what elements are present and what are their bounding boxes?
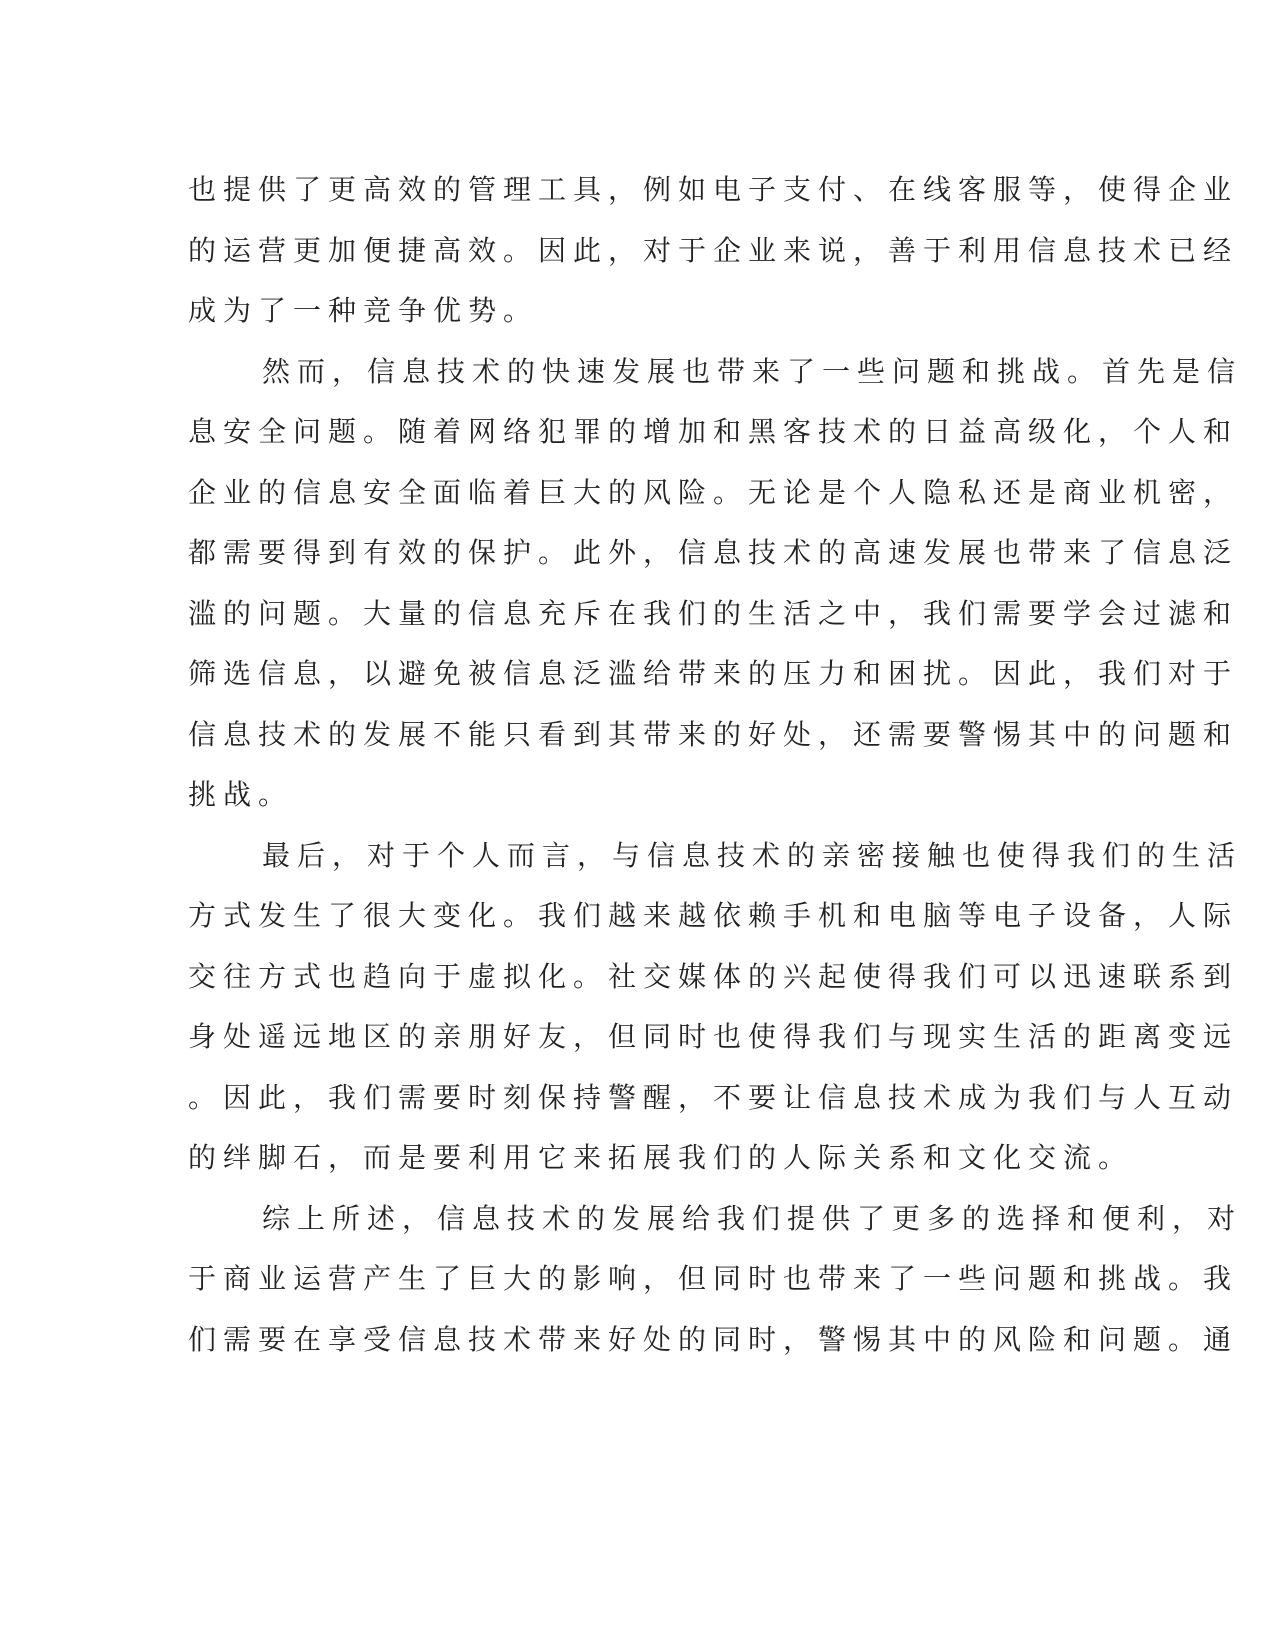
text-line: 的运营更加便捷高效。因此，对于企业来说，善于利用信息技术已经: [188, 233, 1239, 267]
text-line: 方式发生了很大变化。我们越来越依赖手机和电脑等电子设备，人际: [188, 899, 1239, 932]
paragraph-start-line: 综上所述，信息技术的发展给我们提供了更多的选择和便利，对: [262, 1201, 1243, 1235]
text-line: 滥的问题。大量的信息充斥在我们的生活之中，我们需要学会过滤和: [188, 596, 1239, 630]
text-line: 交往方式也趋向于虚拟化。社交媒体的兴起使得我们可以迅速联系到: [188, 959, 1239, 993]
text-line: 都需要得到有效的保护。此外，信息技术的高速发展也带来了信息泛: [188, 536, 1239, 569]
text-line: 成为了一种竞争优势。: [188, 294, 539, 327]
text-line: 。因此，我们需要时刻保持警醒，不要让信息技术成为我们与人互动: [188, 1080, 1239, 1114]
text-line: 挑战。: [188, 778, 294, 811]
text-line: 信息技术的发展不能只看到其带来的好处，还需要警惕其中的问题和: [188, 717, 1239, 751]
paragraph-start-line: 最后，对于个人而言，与信息技术的亲密接触也使得我们的生活: [262, 838, 1243, 872]
text-line: 也提供了更高效的管理工具，例如电子支付、在线客服等，使得企业: [188, 173, 1239, 206]
text-line: 身处遥远地区的亲朋好友，但同时也使得我们与现实生活的距离变远: [188, 1020, 1239, 1053]
text-line: 们需要在享受信息技术带来好处的同时，警惕其中的风险和问题。通: [188, 1322, 1239, 1356]
text-line: 的绊脚石，而是要利用它来拓展我们的人际关系和文化交流。: [188, 1141, 1134, 1174]
text-line: 息安全问题。随着网络犯罪的增加和黑客技术的日益高级化，个人和: [188, 415, 1239, 448]
text-line: 于商业运营产生了巨大的影响，但同时也带来了一些问题和挑战。我: [188, 1262, 1239, 1295]
text-line: 企业的信息安全面临着巨大的风险。无论是个人隐私还是商业机密，: [188, 475, 1239, 509]
text-line: 筛选信息，以避免被信息泛滥给带来的压力和困扰。因此，我们对于: [188, 657, 1239, 690]
paragraph-start-line: 然而，信息技术的快速发展也带来了一些问题和挑战。首先是信: [262, 354, 1243, 388]
body-text: [188, 160, 1243, 1370]
